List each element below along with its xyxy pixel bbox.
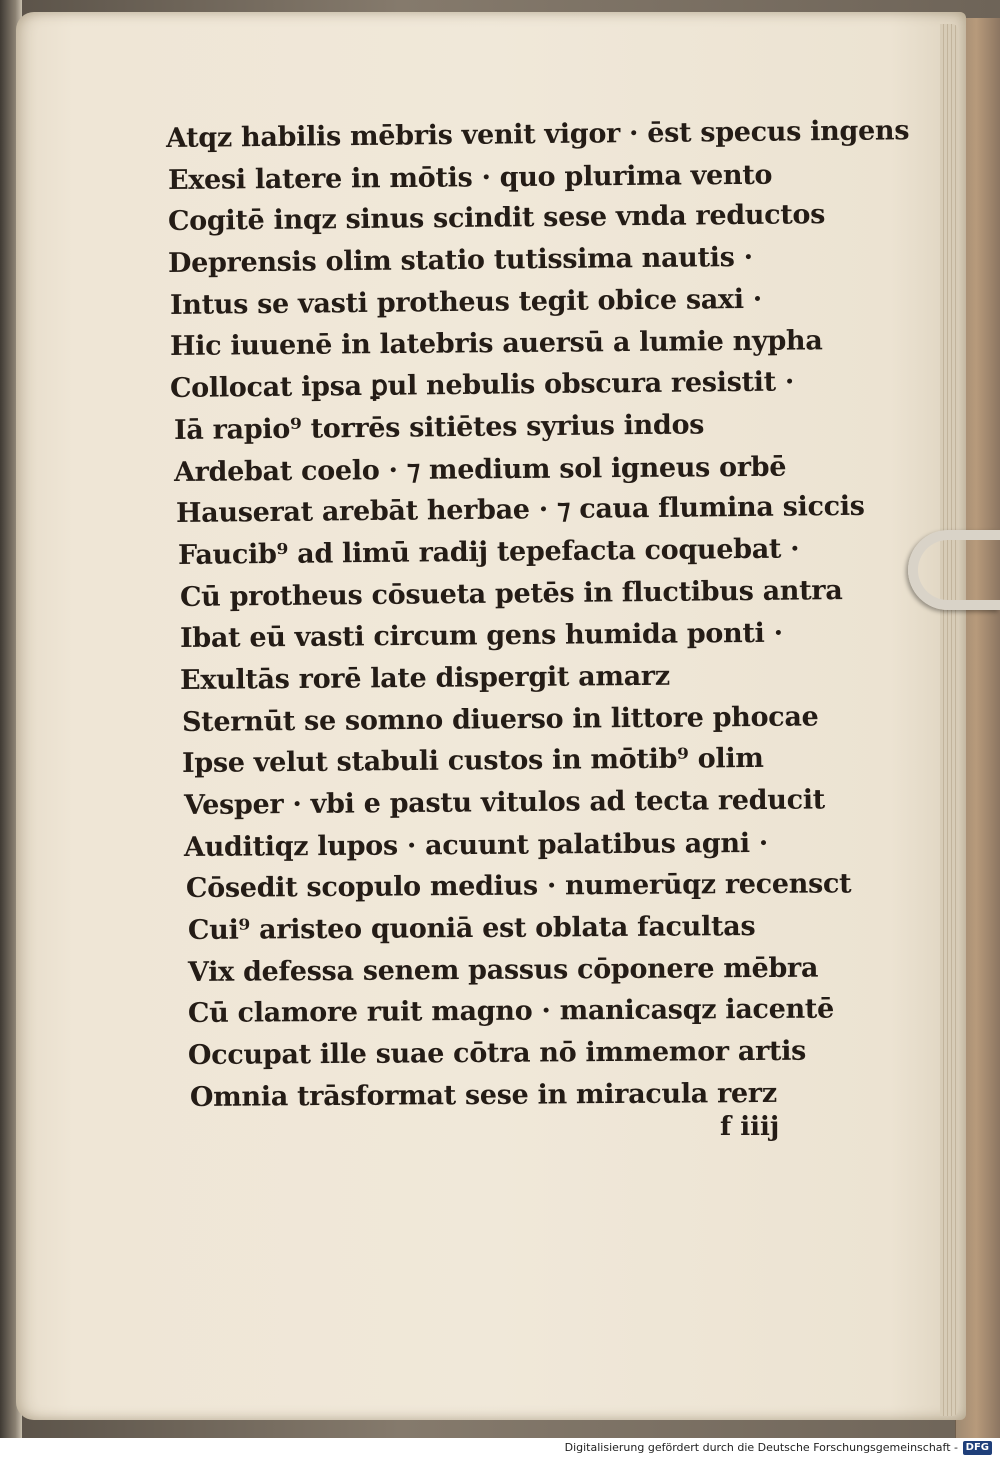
clasp-clip (908, 530, 1000, 610)
text-line-19: Cōsedit scopulo medius · numerūqz recensct (185, 868, 852, 905)
text-line-4: Deprensis olim statio tutissima nautis · (167, 241, 753, 280)
text-line-9: Ardebat coelo · ⁊ medium sol igneus orbē (173, 451, 787, 488)
dfg-logo: DFG (963, 1441, 992, 1455)
text-line-22: Cū clamore ruit magno · manicasqz iacentē (187, 993, 834, 1030)
text-line-2: Exesi latere in mōtis · quo plurima vento (167, 159, 773, 196)
text-line-18: Auditiqz lupos · acuunt palatibus agni · (183, 827, 769, 863)
text-line-6: Hic iuuenē in latebris auersū a lumie nypha (169, 325, 823, 363)
text-line-11: Faucib⁹ ad limū radij tepefacta coquebat · (177, 533, 800, 571)
text-line-1: Atqz habilis mēbris venit vigor · ēst specus ingens (165, 115, 910, 154)
text-line-23: Occupat ille suae cōtra nō immemor artis (187, 1035, 807, 1072)
text-line-24: Omnia trāsformat sese in miracula rerz (189, 1077, 777, 1113)
text-line-21: Vix defessa senem passus cōponere mēbra (187, 952, 819, 988)
text-line-14: Exultās rorē late dispergit amarz (179, 660, 670, 696)
text-line-8: Iā rapio⁹ torrēs sitiētes syrius indos (173, 409, 705, 446)
funding-credit: Digitalisierung gefördert durch die Deutsche Forschungsgemeinschaft - (564, 1441, 958, 1454)
text-line-13: Ibat eū vasti circum gens humida ponti · (179, 617, 783, 655)
text-block (162, 115, 910, 1119)
text-line-20: Cui⁹ aristeo quoniā est oblata facultas (187, 911, 756, 947)
page-edges (940, 24, 958, 1416)
text-line-12: Cū protheus cōsueta petēs in fluctibus antra (179, 574, 843, 613)
text-line-17: Vesper · vbi e pastu vitulos ad tecta reducit (183, 784, 826, 821)
signature-mark: f iiij (720, 1112, 780, 1142)
text-line-7: Collocat ipsa ꝑul nebulis obscura resistit · (169, 366, 795, 405)
text-line-10: Hauserat arebāt herbae · ⁊ caua flumina siccis (175, 490, 865, 530)
text-line-5: Intus se vasti protheus tegit obice saxi · (169, 283, 763, 321)
text-line-15: Sternūt se somno diuerso in littore phocae (181, 701, 819, 738)
text-line-3: Cogitē inqz sinus scindit sese vnda reductos (167, 199, 826, 238)
text-line-16: Ipse velut stabuli custos in mōtib⁹ olim (181, 743, 764, 780)
